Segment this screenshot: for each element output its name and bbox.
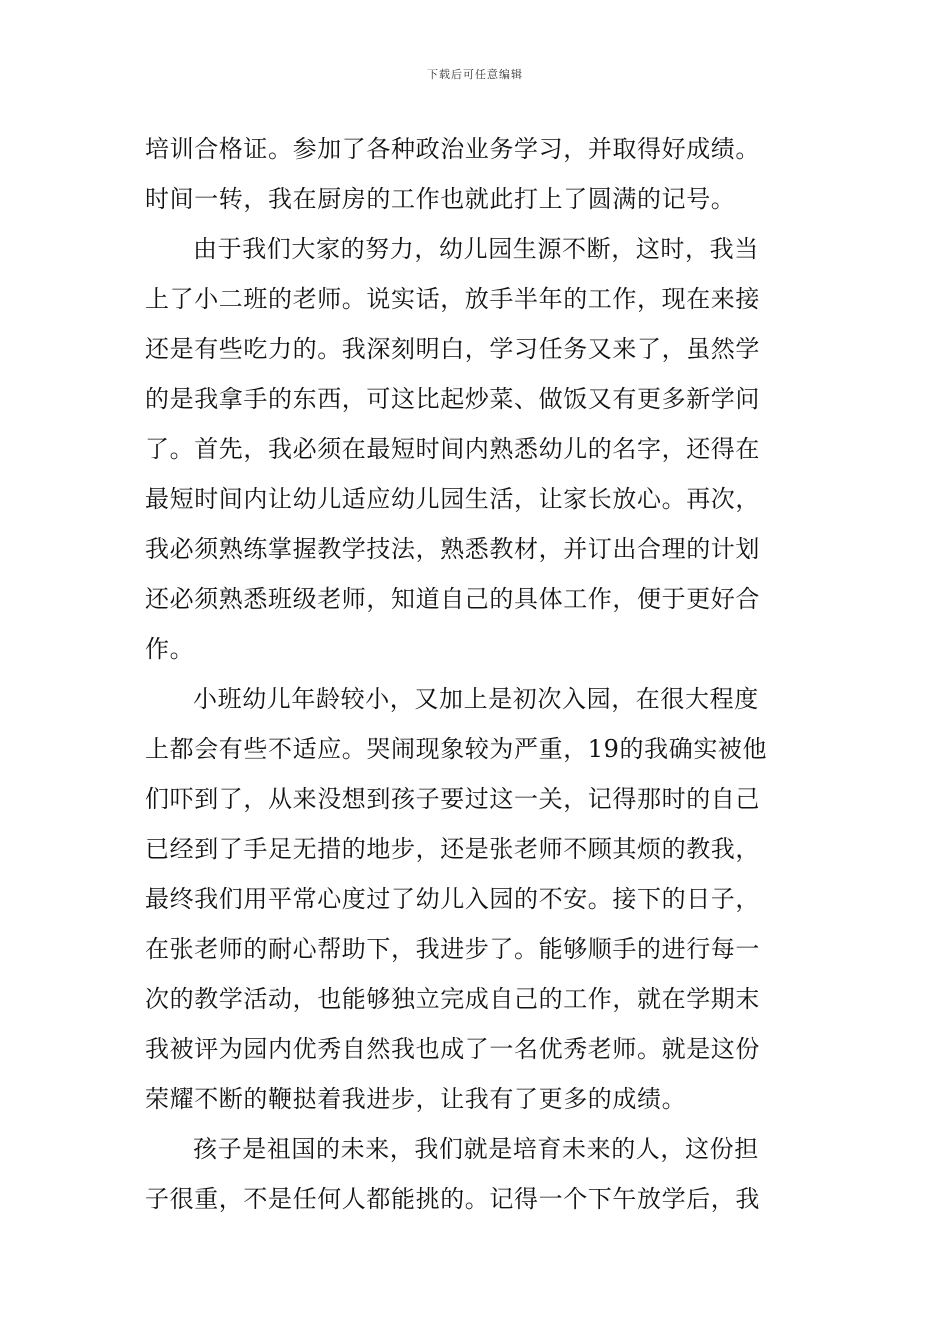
text-line: 培训合格证。参加了各种政治业务学习，并取得好成绩。 [145,135,760,163]
text-line: 时间一转，我在厨房的工作也就此打上了圆满的记号。 [145,185,736,213]
text-line: 们吓到了，从来没想到孩子要过这一关，记得那时的自己 [145,785,760,813]
paragraph-first-line: 孩子是祖国的未来，我们就是培育未来的人，这份担 [193,1135,759,1163]
text-line: 荣耀不断的鞭挞着我进步，让我有了更多的成绩。 [145,1085,687,1113]
text-line: 最终我们用平常心度过了幼儿入园的不安。接下的日子， [145,885,760,913]
text-line: 还必须熟悉班级老师，知道自己的具体工作，便于更好合 [145,585,760,613]
text-line: 的是我拿手的东西，可这比起炒菜、做饭又有更多新学问 [145,385,760,413]
text-line: 已经到了手足无措的地步，还是张老师不顾其烦的教我， [145,835,760,863]
text-line: 上了小二班的老师。说实话，放手半年的工作，现在来接 [145,285,760,313]
text-line: 子很重，不是任何人都能挑的。记得一个下午放学后，我 [145,1185,760,1213]
text-line: 最短时间内让幼儿适应幼儿园生活，让家长放心。再次， [145,485,760,513]
header-note: 下载后可任意编辑 [427,68,523,81]
text-line: 在张老师的耐心帮助下，我进步了。能够顺手的进行每一 [145,935,760,963]
body-text [145,124,807,1224]
text-line: 作。 [145,635,195,663]
text-line: 次的教学活动，也能够独立完成自己的工作，就在学期末 [145,985,760,1013]
paragraph-first-line: 小班幼儿年龄较小，又加上是初次入园，在很大程度 [193,685,759,713]
paragraph-first-line: 由于我们大家的努力，幼儿园生源不断，这时，我当 [193,235,759,263]
text-line: 我必须熟练掌握教学技法，熟悉教材，并订出合理的计划 [145,535,760,563]
text-line: 还是有些吃力的。我深刻明白，学习任务又来了，虽然学 [145,335,760,363]
text-line: 了。首先，我必须在最短时间内熟悉幼儿的名字，还得在 [145,435,760,463]
text-line: 我被评为园内优秀自然我也成了一名优秀老师。就是这份 [145,1035,760,1063]
text-line: 上都会有些不适应。哭闹现象较为严重，19的我确实被他 [145,735,768,763]
